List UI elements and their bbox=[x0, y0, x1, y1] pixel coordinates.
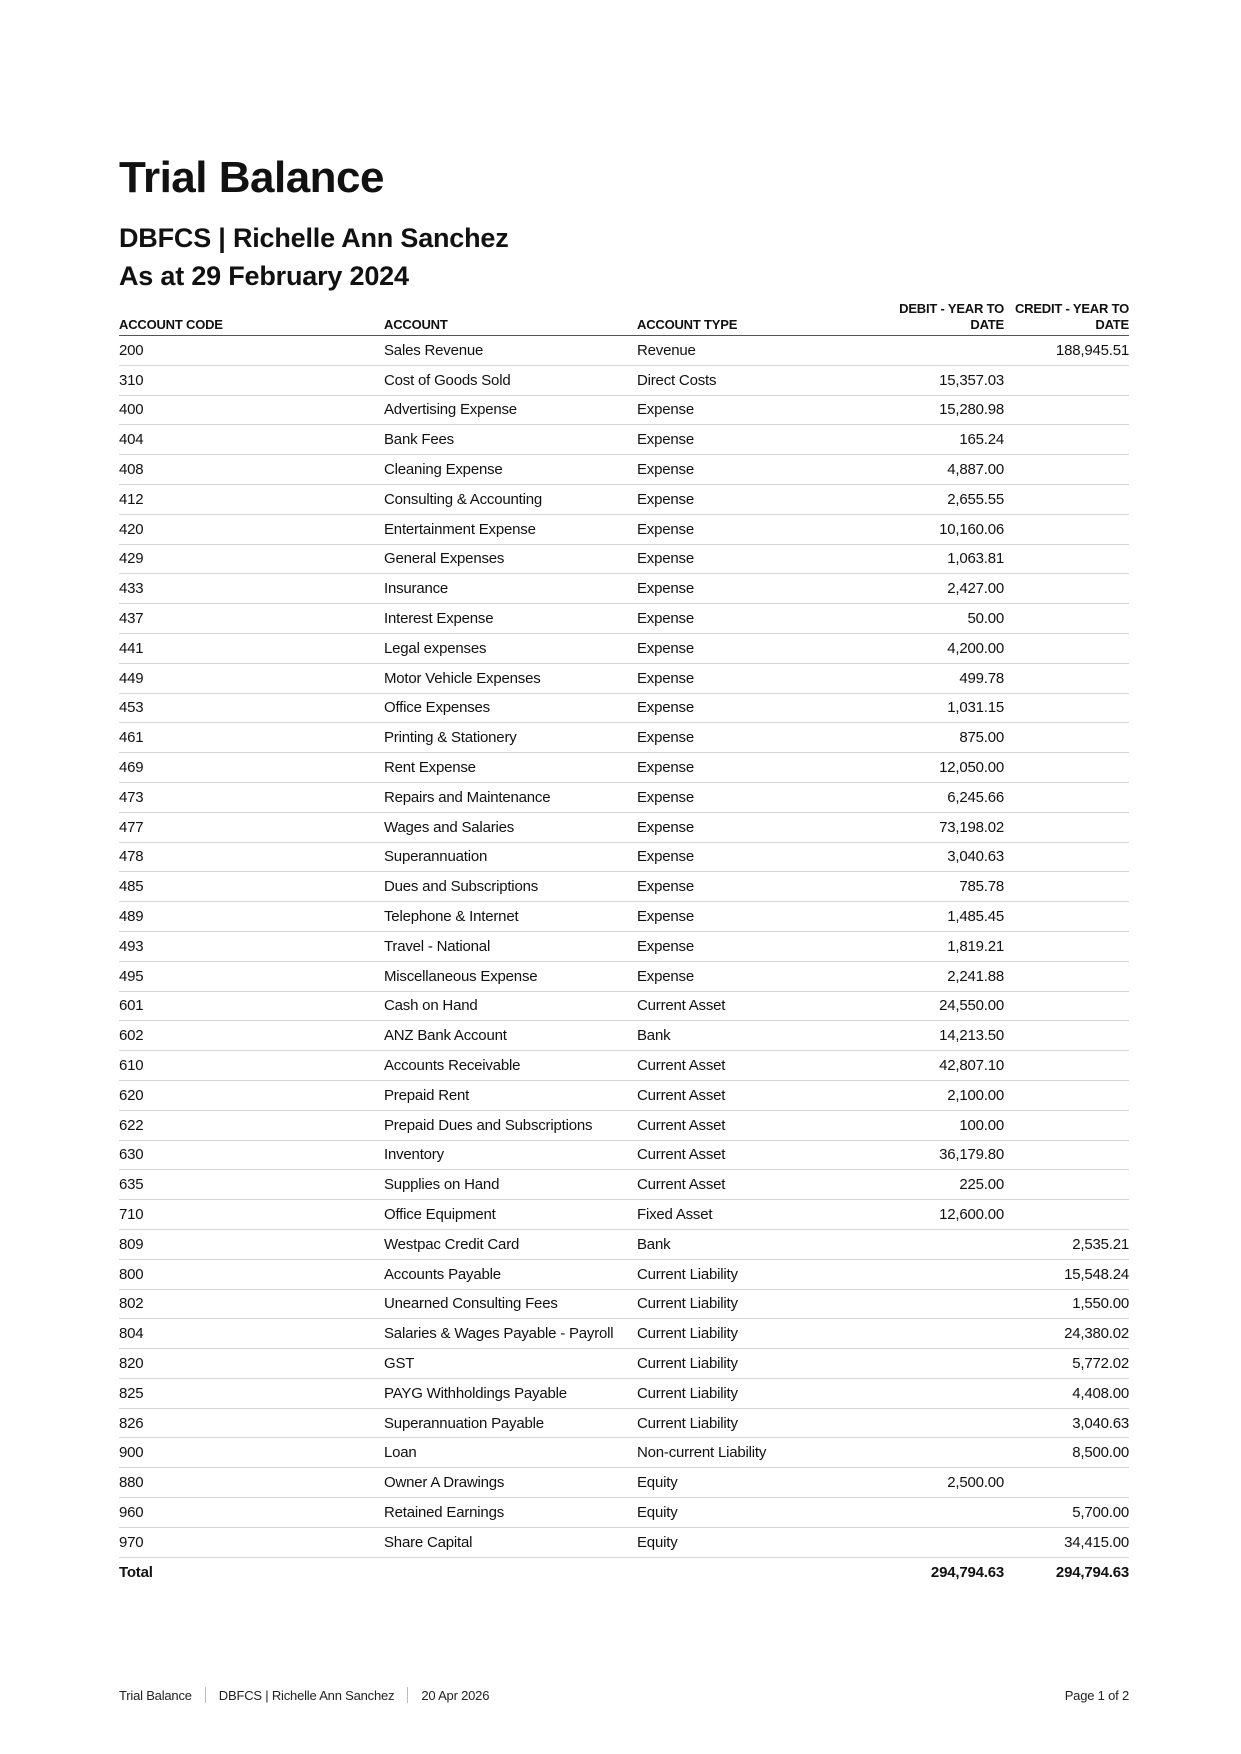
cell-credit bbox=[1004, 455, 1129, 485]
cell-credit bbox=[1004, 1200, 1129, 1230]
cell-debit: 1,819.21 bbox=[879, 931, 1004, 961]
cell-credit bbox=[1004, 1080, 1129, 1110]
cell-account-code: 809 bbox=[119, 1229, 384, 1259]
cell-account: Office Equipment bbox=[384, 1200, 637, 1230]
cell-account: Consulting & Accounting bbox=[384, 484, 637, 514]
cell-account-type: Expense bbox=[637, 425, 879, 455]
total-label: Total bbox=[119, 1563, 153, 1581]
table-row bbox=[119, 961, 1129, 991]
cell-account-type: Current Asset bbox=[637, 991, 879, 1021]
cell-account-code: 635 bbox=[119, 1170, 384, 1200]
cell-account-code: 437 bbox=[119, 604, 384, 634]
cell-credit bbox=[1004, 902, 1129, 932]
cell-account-type: Expense bbox=[637, 544, 879, 574]
cell-account-type: Current Liability bbox=[637, 1408, 879, 1438]
cell-account-code: 601 bbox=[119, 991, 384, 1021]
cell-account-type: Current Liability bbox=[637, 1289, 879, 1319]
footer-date: 20 Apr 2026 bbox=[421, 1687, 490, 1703]
cell-account-code: 610 bbox=[119, 1051, 384, 1081]
table-row bbox=[119, 336, 1129, 366]
cell-debit: 50.00 bbox=[879, 604, 1004, 634]
cell-debit bbox=[879, 1229, 1004, 1259]
cell-account-code: 622 bbox=[119, 1110, 384, 1140]
cell-debit: 14,213.50 bbox=[879, 1021, 1004, 1051]
cell-account-type: Expense bbox=[637, 633, 879, 663]
cell-credit bbox=[1004, 574, 1129, 604]
cell-account-type: Current Asset bbox=[637, 1140, 879, 1170]
cell-account-code: 880 bbox=[119, 1468, 384, 1498]
cell-account-type: Expense bbox=[637, 484, 879, 514]
cell-account-type: Expense bbox=[637, 902, 879, 932]
cell-credit bbox=[1004, 1021, 1129, 1051]
cell-credit bbox=[1004, 961, 1129, 991]
cell-account-code: 960 bbox=[119, 1498, 384, 1528]
cell-account-type: Current Asset bbox=[637, 1080, 879, 1110]
report-date: As at 29 February 2024 bbox=[119, 261, 409, 291]
cell-account-type: Expense bbox=[637, 812, 879, 842]
cell-debit bbox=[879, 1438, 1004, 1468]
cell-credit: 34,415.00 bbox=[1004, 1527, 1129, 1557]
cell-credit bbox=[1004, 1110, 1129, 1140]
cell-account-code: 404 bbox=[119, 425, 384, 455]
cell-account-type: Current Asset bbox=[637, 1110, 879, 1140]
cell-debit: 3,040.63 bbox=[879, 842, 1004, 872]
cell-account-type: Direct Costs bbox=[637, 365, 879, 395]
cell-credit bbox=[1004, 931, 1129, 961]
cell-account-code: 453 bbox=[119, 693, 384, 723]
cell-account-code: 970 bbox=[119, 1527, 384, 1557]
table-row bbox=[119, 1468, 1129, 1498]
cell-credit bbox=[1004, 1051, 1129, 1081]
cell-account-type: Bank bbox=[637, 1021, 879, 1051]
cell-debit bbox=[879, 1259, 1004, 1289]
cell-account: Travel - National bbox=[384, 931, 637, 961]
cell-account: Salaries & Wages Payable - Payroll bbox=[384, 1319, 637, 1349]
cell-account: Dues and Subscriptions bbox=[384, 872, 637, 902]
page-footer bbox=[119, 1687, 1129, 1703]
cell-account-code: 900 bbox=[119, 1438, 384, 1468]
cell-account: Printing & Stationery bbox=[384, 723, 637, 753]
column-header-account-type: ACCOUNT TYPE bbox=[637, 299, 879, 336]
cell-debit: 100.00 bbox=[879, 1110, 1004, 1140]
cell-account-type: Equity bbox=[637, 1527, 879, 1557]
cell-debit bbox=[879, 1498, 1004, 1528]
cell-account: Superannuation Payable bbox=[384, 1408, 637, 1438]
cell-credit: 3,040.63 bbox=[1004, 1408, 1129, 1438]
cell-debit: 2,100.00 bbox=[879, 1080, 1004, 1110]
cell-credit: 15,548.24 bbox=[1004, 1259, 1129, 1289]
cell-credit bbox=[1004, 663, 1129, 693]
cell-account-type: Expense bbox=[637, 395, 879, 425]
cell-account-type: Fixed Asset bbox=[637, 1200, 879, 1230]
cell-credit bbox=[1004, 484, 1129, 514]
table-row bbox=[119, 484, 1129, 514]
column-header-debit: DEBIT - YEAR TO DATE bbox=[879, 299, 1004, 336]
table-row bbox=[119, 1527, 1129, 1557]
cell-account: Cleaning Expense bbox=[384, 455, 637, 485]
cell-account-type: Expense bbox=[637, 514, 879, 544]
cell-account-code: 710 bbox=[119, 1200, 384, 1230]
cell-account-code: 477 bbox=[119, 812, 384, 842]
cell-debit: 10,160.06 bbox=[879, 514, 1004, 544]
cell-account: Wages and Salaries bbox=[384, 812, 637, 842]
cell-debit: 4,200.00 bbox=[879, 633, 1004, 663]
table-row bbox=[119, 931, 1129, 961]
table-row bbox=[119, 604, 1129, 634]
cell-credit bbox=[1004, 872, 1129, 902]
table-row bbox=[119, 1080, 1129, 1110]
cell-account-type: Expense bbox=[637, 872, 879, 902]
table-row bbox=[119, 1498, 1129, 1528]
cell-debit: 24,550.00 bbox=[879, 991, 1004, 1021]
cell-account-type: Non-current Liability bbox=[637, 1438, 879, 1468]
cell-credit bbox=[1004, 782, 1129, 812]
cell-account: Repairs and Maintenance bbox=[384, 782, 637, 812]
cell-debit: 2,427.00 bbox=[879, 574, 1004, 604]
cell-credit: 188,945.51 bbox=[1004, 336, 1129, 366]
cell-account: PAYG Withholdings Payable bbox=[384, 1378, 637, 1408]
cell-account-type: Current Asset bbox=[637, 1170, 879, 1200]
cell-account: Owner A Drawings bbox=[384, 1468, 637, 1498]
cell-account: Cost of Goods Sold bbox=[384, 365, 637, 395]
cell-account-code: 493 bbox=[119, 931, 384, 961]
cell-account-type: Expense bbox=[637, 753, 879, 783]
table-row bbox=[119, 842, 1129, 872]
cell-debit: 4,887.00 bbox=[879, 455, 1004, 485]
cell-debit bbox=[879, 1527, 1004, 1557]
cell-credit: 24,380.02 bbox=[1004, 1319, 1129, 1349]
column-header-credit: CREDIT - YEAR TO DATE bbox=[1004, 299, 1129, 336]
cell-account: ANZ Bank Account bbox=[384, 1021, 637, 1051]
cell-account-type: Current Liability bbox=[637, 1319, 879, 1349]
cell-debit: 1,031.15 bbox=[879, 693, 1004, 723]
cell-account: Accounts Receivable bbox=[384, 1051, 637, 1081]
table-row bbox=[119, 1200, 1129, 1230]
total-debit: 294,794.63 bbox=[930, 1563, 1004, 1581]
cell-debit: 15,280.98 bbox=[879, 395, 1004, 425]
cell-account: Cash on Hand bbox=[384, 991, 637, 1021]
cell-debit: 225.00 bbox=[879, 1170, 1004, 1200]
cell-account-type: Expense bbox=[637, 574, 879, 604]
cell-credit: 5,700.00 bbox=[1004, 1498, 1129, 1528]
cell-account-code: 461 bbox=[119, 723, 384, 753]
cell-credit bbox=[1004, 991, 1129, 1021]
cell-account-code: 804 bbox=[119, 1319, 384, 1349]
cell-account-code: 630 bbox=[119, 1140, 384, 1170]
cell-account: Westpac Credit Card bbox=[384, 1229, 637, 1259]
cell-credit: 8,500.00 bbox=[1004, 1438, 1129, 1468]
cell-account-code: 802 bbox=[119, 1289, 384, 1319]
cell-account: Motor Vehicle Expenses bbox=[384, 663, 637, 693]
cell-account: Unearned Consulting Fees bbox=[384, 1289, 637, 1319]
cell-account-type: Bank bbox=[637, 1229, 879, 1259]
table-row bbox=[119, 1349, 1129, 1379]
table-row bbox=[119, 1021, 1129, 1051]
cell-account-type: Current Asset bbox=[637, 1051, 879, 1081]
column-header-account-code: ACCOUNT CODE bbox=[119, 299, 384, 336]
table-row bbox=[119, 1408, 1129, 1438]
cell-debit: 165.24 bbox=[879, 425, 1004, 455]
cell-account-code: 602 bbox=[119, 1021, 384, 1051]
cell-debit: 12,600.00 bbox=[879, 1200, 1004, 1230]
report-title: Trial Balance bbox=[119, 153, 384, 202]
cell-debit: 1,485.45 bbox=[879, 902, 1004, 932]
cell-debit: 42,807.10 bbox=[879, 1051, 1004, 1081]
table-row bbox=[119, 1140, 1129, 1170]
cell-debit bbox=[879, 1319, 1004, 1349]
cell-debit bbox=[879, 1378, 1004, 1408]
cell-credit bbox=[1004, 1468, 1129, 1498]
cell-account-code: 485 bbox=[119, 872, 384, 902]
total-spacer-type bbox=[637, 1557, 879, 1586]
table-row bbox=[119, 574, 1129, 604]
cell-account-type: Current Liability bbox=[637, 1349, 879, 1379]
cell-debit bbox=[879, 336, 1004, 366]
cell-account: Insurance bbox=[384, 574, 637, 604]
column-header-account: ACCOUNT bbox=[384, 299, 637, 336]
cell-credit bbox=[1004, 723, 1129, 753]
cell-credit bbox=[1004, 365, 1129, 395]
total-credit: 294,794.63 bbox=[1055, 1563, 1129, 1581]
cell-credit bbox=[1004, 812, 1129, 842]
cell-credit bbox=[1004, 544, 1129, 574]
cell-account-type: Expense bbox=[637, 782, 879, 812]
cell-account: Supplies on Hand bbox=[384, 1170, 637, 1200]
cell-credit bbox=[1004, 633, 1129, 663]
cell-debit: 785.78 bbox=[879, 872, 1004, 902]
footer-divider bbox=[205, 1687, 206, 1703]
cell-debit bbox=[879, 1408, 1004, 1438]
table-row bbox=[119, 812, 1129, 842]
cell-debit bbox=[879, 1289, 1004, 1319]
trial-balance-table bbox=[119, 299, 1129, 1586]
cell-account-code: 449 bbox=[119, 663, 384, 693]
cell-account-code: 478 bbox=[119, 842, 384, 872]
cell-credit: 1,550.00 bbox=[1004, 1289, 1129, 1319]
cell-account: Loan bbox=[384, 1438, 637, 1468]
cell-debit: 499.78 bbox=[879, 663, 1004, 693]
cell-account-code: 441 bbox=[119, 633, 384, 663]
footer-organisation: DBFCS | Richelle Ann Sanchez bbox=[218, 1687, 395, 1703]
cell-account-code: 620 bbox=[119, 1080, 384, 1110]
cell-debit bbox=[879, 1349, 1004, 1379]
cell-account-type: Expense bbox=[637, 961, 879, 991]
table-row bbox=[119, 1378, 1129, 1408]
cell-credit bbox=[1004, 425, 1129, 455]
report-page bbox=[119, 150, 1129, 1586]
cell-account: Interest Expense bbox=[384, 604, 637, 634]
cell-account-code: 200 bbox=[119, 336, 384, 366]
cell-account-code: 408 bbox=[119, 455, 384, 485]
cell-account: General Expenses bbox=[384, 544, 637, 574]
cell-credit: 2,535.21 bbox=[1004, 1229, 1129, 1259]
cell-account: Superannuation bbox=[384, 842, 637, 872]
table-row bbox=[119, 514, 1129, 544]
cell-account-type: Expense bbox=[637, 723, 879, 753]
cell-debit: 2,241.88 bbox=[879, 961, 1004, 991]
cell-account-code: 800 bbox=[119, 1259, 384, 1289]
cell-account: Sales Revenue bbox=[384, 336, 637, 366]
table-row bbox=[119, 544, 1129, 574]
table-row bbox=[119, 1110, 1129, 1140]
cell-debit: 2,655.55 bbox=[879, 484, 1004, 514]
cell-account-code: 495 bbox=[119, 961, 384, 991]
table-row bbox=[119, 395, 1129, 425]
cell-account-code: 400 bbox=[119, 395, 384, 425]
table-row bbox=[119, 633, 1129, 663]
cell-account-code: 310 bbox=[119, 365, 384, 395]
cell-credit bbox=[1004, 693, 1129, 723]
table-row bbox=[119, 1319, 1129, 1349]
cell-account-code: 489 bbox=[119, 902, 384, 932]
cell-account: Retained Earnings bbox=[384, 1498, 637, 1528]
table-row bbox=[119, 1051, 1129, 1081]
cell-debit: 15,357.03 bbox=[879, 365, 1004, 395]
cell-credit: 5,772.02 bbox=[1004, 1349, 1129, 1379]
table-row bbox=[119, 872, 1129, 902]
cell-debit: 36,179.80 bbox=[879, 1140, 1004, 1170]
table-header-row bbox=[119, 299, 1129, 336]
cell-debit: 6,245.66 bbox=[879, 782, 1004, 812]
cell-account-type: Current Liability bbox=[637, 1259, 879, 1289]
cell-account: Bank Fees bbox=[384, 425, 637, 455]
cell-account: Office Expenses bbox=[384, 693, 637, 723]
cell-credit bbox=[1004, 842, 1129, 872]
cell-account: Prepaid Rent bbox=[384, 1080, 637, 1110]
cell-credit bbox=[1004, 753, 1129, 783]
table-row bbox=[119, 723, 1129, 753]
cell-credit bbox=[1004, 604, 1129, 634]
cell-account: Advertising Expense bbox=[384, 395, 637, 425]
cell-debit: 1,063.81 bbox=[879, 544, 1004, 574]
cell-account: Share Capital bbox=[384, 1527, 637, 1557]
cell-account-code: 433 bbox=[119, 574, 384, 604]
cell-account-type: Revenue bbox=[637, 336, 879, 366]
footer-page-number: Page 1 of 2 bbox=[1064, 1687, 1129, 1703]
cell-account: Accounts Payable bbox=[384, 1259, 637, 1289]
cell-account-code: 412 bbox=[119, 484, 384, 514]
table-body bbox=[119, 336, 1129, 1558]
table-row bbox=[119, 455, 1129, 485]
table-row bbox=[119, 1289, 1129, 1319]
cell-account-code: 429 bbox=[119, 544, 384, 574]
cell-account-type: Equity bbox=[637, 1498, 879, 1528]
total-spacer-account bbox=[384, 1557, 637, 1586]
cell-account-type: Current Liability bbox=[637, 1378, 879, 1408]
cell-account-type: Equity bbox=[637, 1468, 879, 1498]
cell-account-code: 825 bbox=[119, 1378, 384, 1408]
cell-account: Prepaid Dues and Subscriptions bbox=[384, 1110, 637, 1140]
cell-account: GST bbox=[384, 1349, 637, 1379]
cell-credit bbox=[1004, 514, 1129, 544]
cell-account-code: 420 bbox=[119, 514, 384, 544]
cell-account-code: 469 bbox=[119, 753, 384, 783]
cell-account-type: Expense bbox=[637, 455, 879, 485]
cell-account: Rent Expense bbox=[384, 753, 637, 783]
cell-account-code: 820 bbox=[119, 1349, 384, 1379]
cell-account-code: 473 bbox=[119, 782, 384, 812]
cell-account: Inventory bbox=[384, 1140, 637, 1170]
cell-account: Legal expenses bbox=[384, 633, 637, 663]
cell-account-type: Expense bbox=[637, 931, 879, 961]
table-row bbox=[119, 425, 1129, 455]
cell-account-code: 826 bbox=[119, 1408, 384, 1438]
table-row bbox=[119, 782, 1129, 812]
cell-account: Miscellaneous Expense bbox=[384, 961, 637, 991]
cell-account: Entertainment Expense bbox=[384, 514, 637, 544]
table-row bbox=[119, 902, 1129, 932]
cell-debit: 2,500.00 bbox=[879, 1468, 1004, 1498]
cell-account: Telephone & Internet bbox=[384, 902, 637, 932]
table-row bbox=[119, 365, 1129, 395]
table-row bbox=[119, 1259, 1129, 1289]
footer-divider bbox=[407, 1687, 408, 1703]
table-row bbox=[119, 1170, 1129, 1200]
table-row bbox=[119, 693, 1129, 723]
cell-credit bbox=[1004, 1170, 1129, 1200]
cell-debit: 12,050.00 bbox=[879, 753, 1004, 783]
footer-report-name: Trial Balance bbox=[119, 1687, 192, 1703]
cell-credit: 4,408.00 bbox=[1004, 1378, 1129, 1408]
cell-debit: 875.00 bbox=[879, 723, 1004, 753]
table-row bbox=[119, 1438, 1129, 1468]
table-row bbox=[119, 1229, 1129, 1259]
cell-account-type: Expense bbox=[637, 693, 879, 723]
cell-debit: 73,198.02 bbox=[879, 812, 1004, 842]
cell-account-type: Expense bbox=[637, 604, 879, 634]
total-row bbox=[119, 1557, 1129, 1586]
table-row bbox=[119, 663, 1129, 693]
table-row bbox=[119, 753, 1129, 783]
cell-account-type: Expense bbox=[637, 842, 879, 872]
cell-credit bbox=[1004, 395, 1129, 425]
cell-credit bbox=[1004, 1140, 1129, 1170]
cell-account-type: Expense bbox=[637, 663, 879, 693]
report-subtitle: DBFCS | Richelle Ann Sanchez bbox=[119, 223, 509, 253]
table-row bbox=[119, 991, 1129, 1021]
